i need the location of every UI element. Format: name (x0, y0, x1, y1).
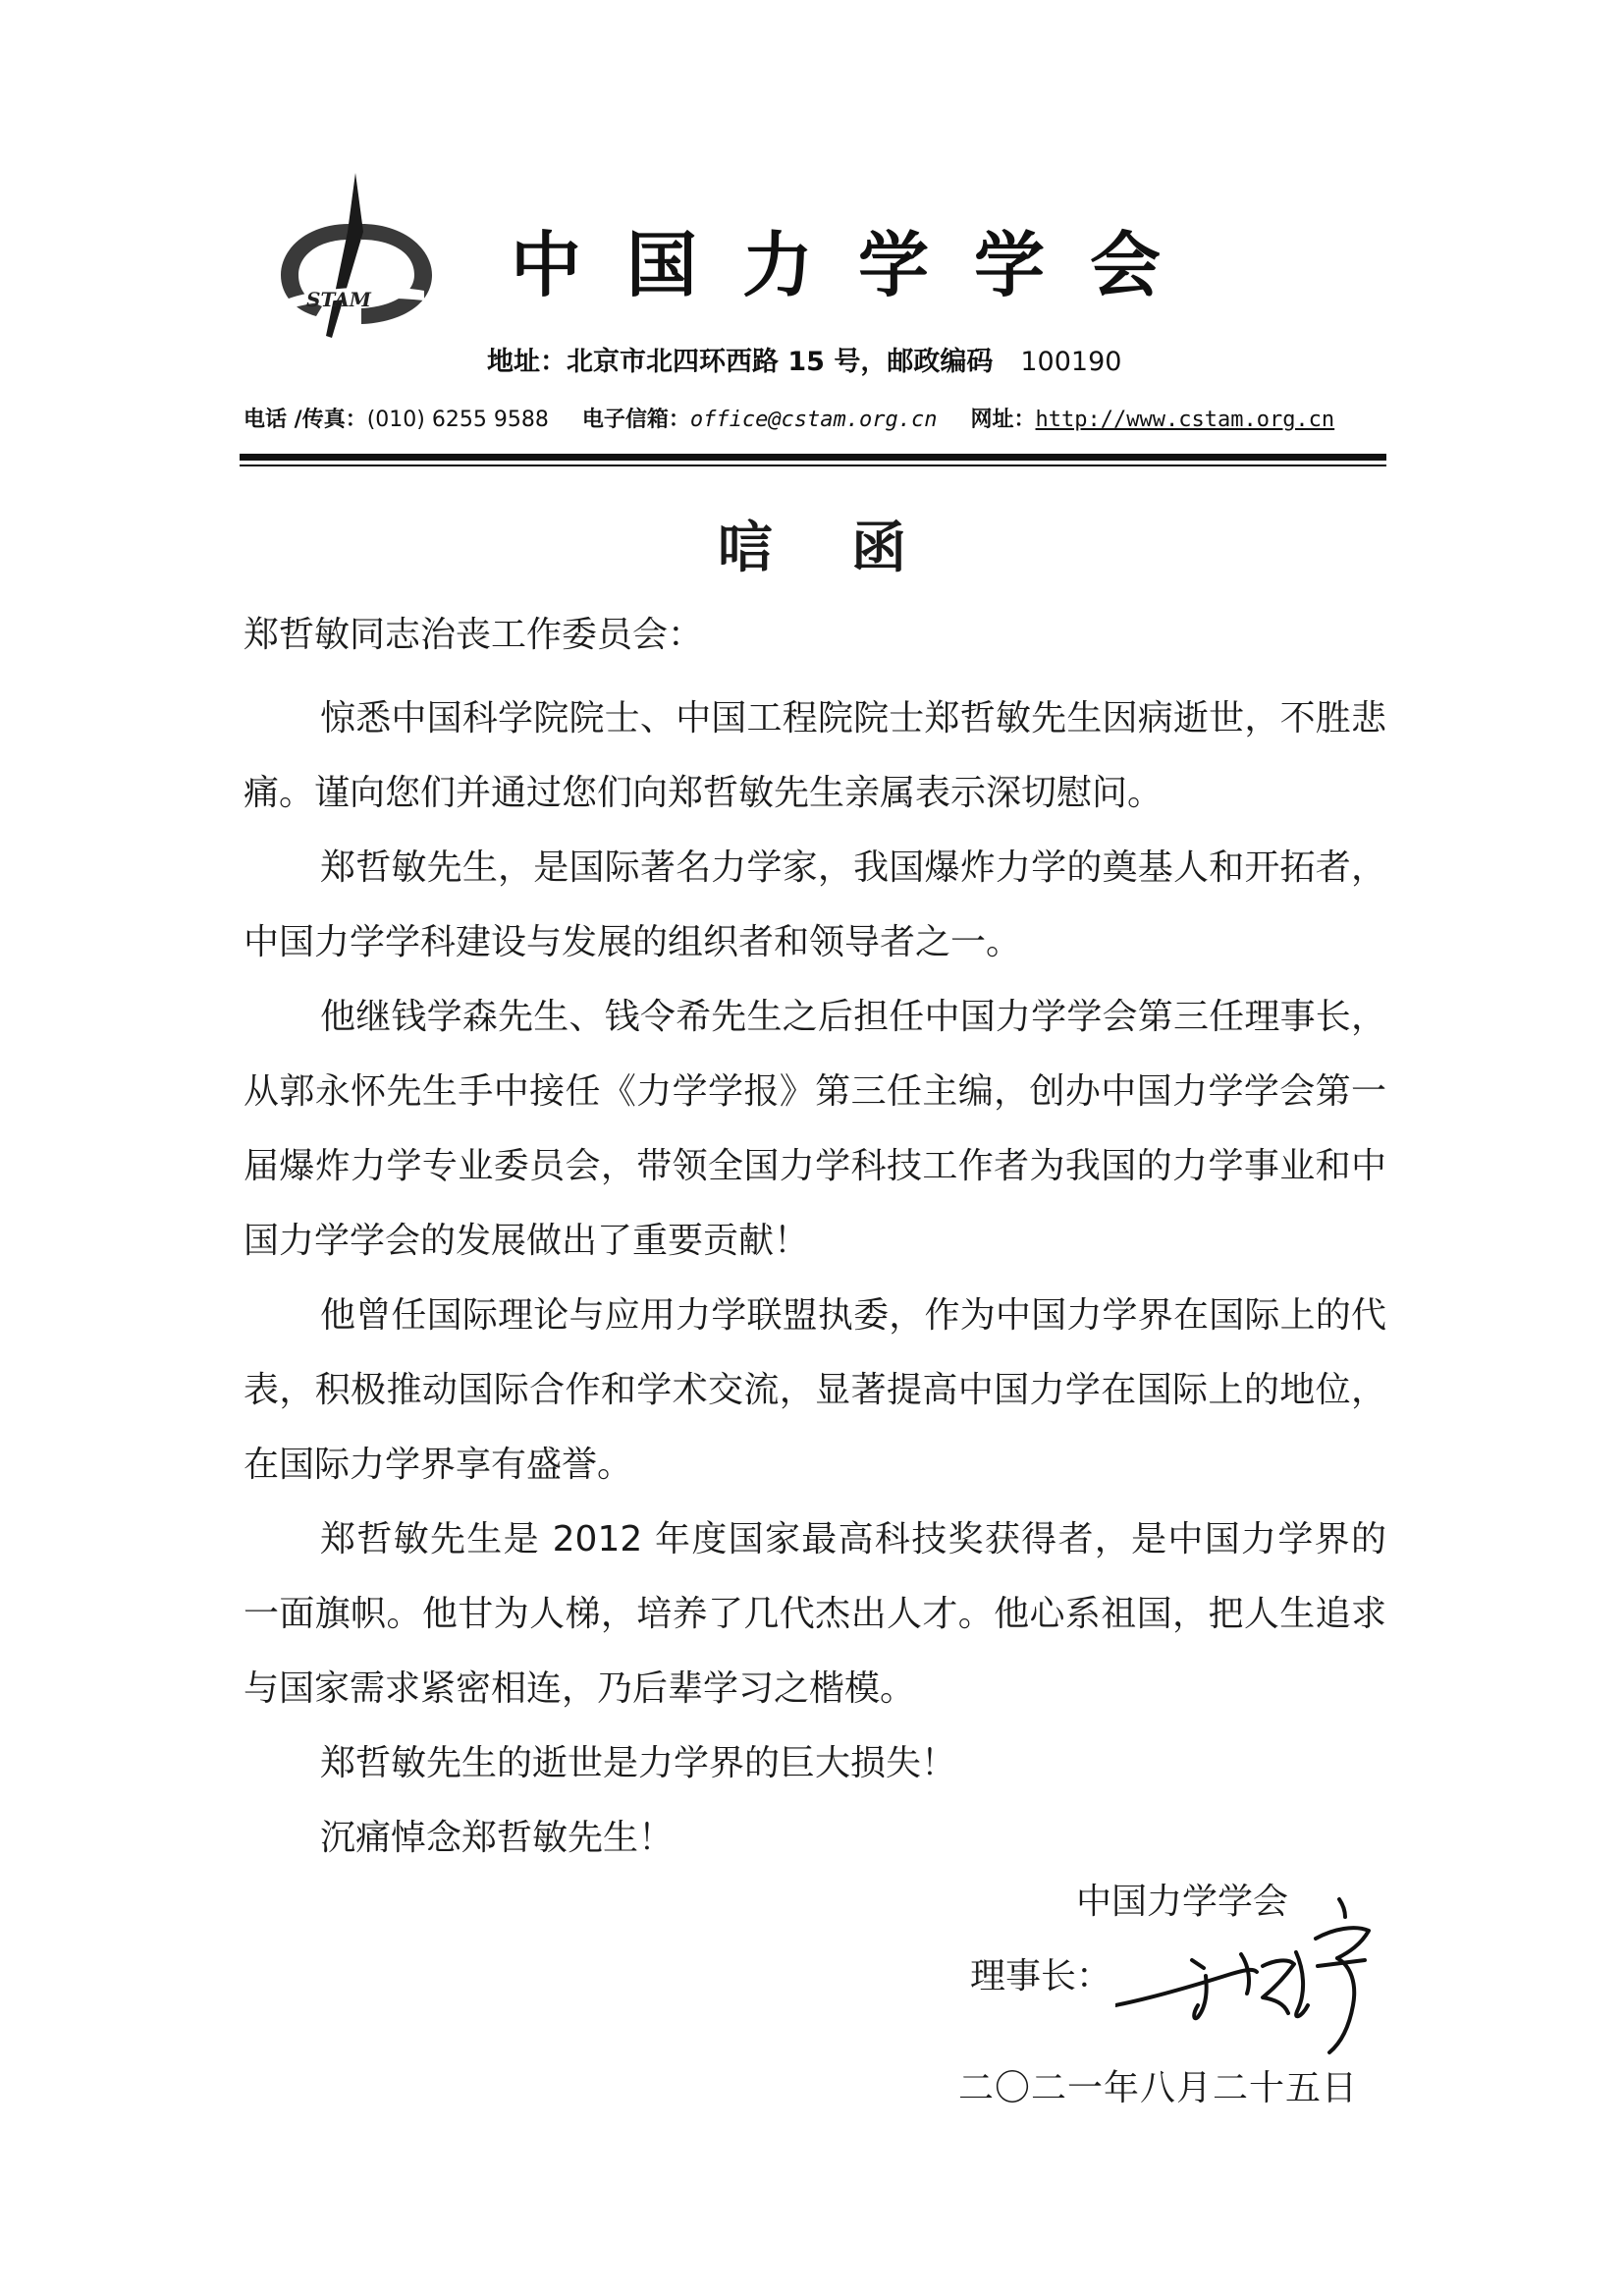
paragraph-international: 他曾任国际理论与应用力学联盟执委，作为中国力学界在国际上的代表，积极推动国际合作和学术交流，显著提高中国力学在国际上的地位，在国际力学界享有盛誉。 (244, 1295, 1386, 1485)
email-label: 电子信箱： (581, 408, 690, 432)
paragraph-award: 郑哲敏先生是 2012 年度国家最高科技奖获得者，是中国力学界的一面旗帜。他甘为人梯，培养了几代杰出人才。他心系祖国，把人生追求与国家需求紧密相连，乃后辈学习之楷模。 (244, 1519, 1386, 1709)
phone-label: 电话 /传真： (244, 408, 367, 432)
contact-line (244, 403, 1334, 433)
paragraph-mourning: 沉痛悼念郑哲敏先生！ (320, 1818, 675, 1858)
letter-title: 唁函 (718, 516, 985, 580)
paragraph-loss: 郑哲敏先生的逝世是力学界的巨大损失！ (320, 1743, 957, 1783)
paragraph-founder: 郑哲敏先生，是国际著名力学家，我国爆炸力学的奠基人和开拓者，中国力学学科建设与发展的组织者和领导者之一。 (244, 847, 1386, 962)
signer-role: 理事长： (970, 1956, 1112, 1996)
header-divider-thin (240, 465, 1386, 466)
letter-date: 二〇二一年八月二十五日 (958, 2068, 1359, 2108)
org-title: 中国力学学会 (511, 223, 1207, 306)
address-line (487, 340, 1121, 378)
postcode: 100190 (1020, 347, 1122, 377)
logo-lettering: STAM (306, 288, 371, 311)
salutation: 郑哲敏同志治丧工作委员会： (244, 615, 704, 655)
cstam-logo-icon (267, 173, 444, 340)
web-link[interactable]: http://www.cstam.org.cn (1035, 408, 1335, 432)
phone-value: (010) 6255 9588 (366, 408, 549, 432)
email-value: office@cstam.org.cn (689, 408, 938, 432)
header-divider-thick (240, 454, 1386, 461)
paragraph-career: 他继钱学森先生、钱令希先生之后担任中国力学学会第三任理事长，从郭永怀先生手中接任《力学学报》第三任主编，创办中国力学学会第一届爆炸力学专业委员会，带领全国力学科技工作者为我国的力学事业和中国力学学会的发展做出了重要贡献！ (244, 997, 1386, 1261)
address-text: 地址：北京市北四环西路 15 号，邮政编码 (487, 347, 994, 377)
paragraph-condolence: 惊悉中国科学院院士、中国工程院院士郑哲敏先生因病逝世，不胜悲痛。谨向您们并通过您们向郑哲敏先生亲属表示深切慰问。 (244, 698, 1386, 813)
handwritten-signature (1115, 1895, 1400, 2062)
signing-org: 中国力学学会 (1076, 1882, 1289, 1922)
letter-body (244, 682, 1386, 1876)
web-label: 网址： (970, 408, 1036, 432)
